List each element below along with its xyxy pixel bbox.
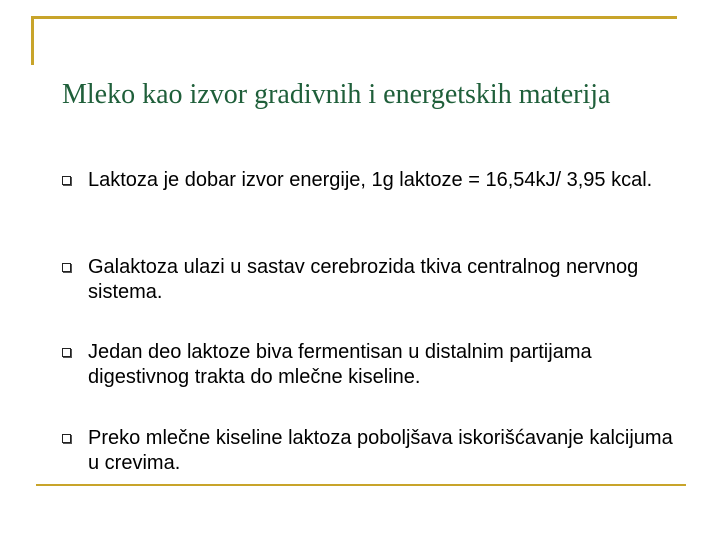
frame-top-line <box>31 16 677 19</box>
hollow-square-icon <box>62 176 71 185</box>
bullet-item <box>62 168 682 193</box>
slide-title: Mleko kao izvor gradivnih i energetskih materija <box>62 79 611 110</box>
bullet-text: Jedan deo laktoze biva fermentisan u distalnim partijama digestivnog trakta do mlečne kiseline. <box>88 341 592 388</box>
bullet-item <box>62 426 682 476</box>
bullet-item <box>62 340 682 390</box>
bullet-item <box>62 255 682 305</box>
hollow-square-icon <box>62 434 71 443</box>
frame-left-line <box>31 16 34 65</box>
hollow-square-icon <box>62 263 71 272</box>
bullet-text: Laktoza je dobar izvor energije, 1g laktoze = 16,54kJ/ 3,95 kcal. <box>88 169 653 191</box>
bullet-text: Galaktoza ulazi u sastav cerebrozida tkiva centralnog nervnog sistema. <box>88 256 639 303</box>
hollow-square-icon <box>62 348 71 357</box>
bullet-text: Preko mlečne kiseline laktoza poboljšava iskorišćavanje kalcijuma u crevima. <box>88 427 673 474</box>
frame-bottom-line <box>36 484 686 486</box>
